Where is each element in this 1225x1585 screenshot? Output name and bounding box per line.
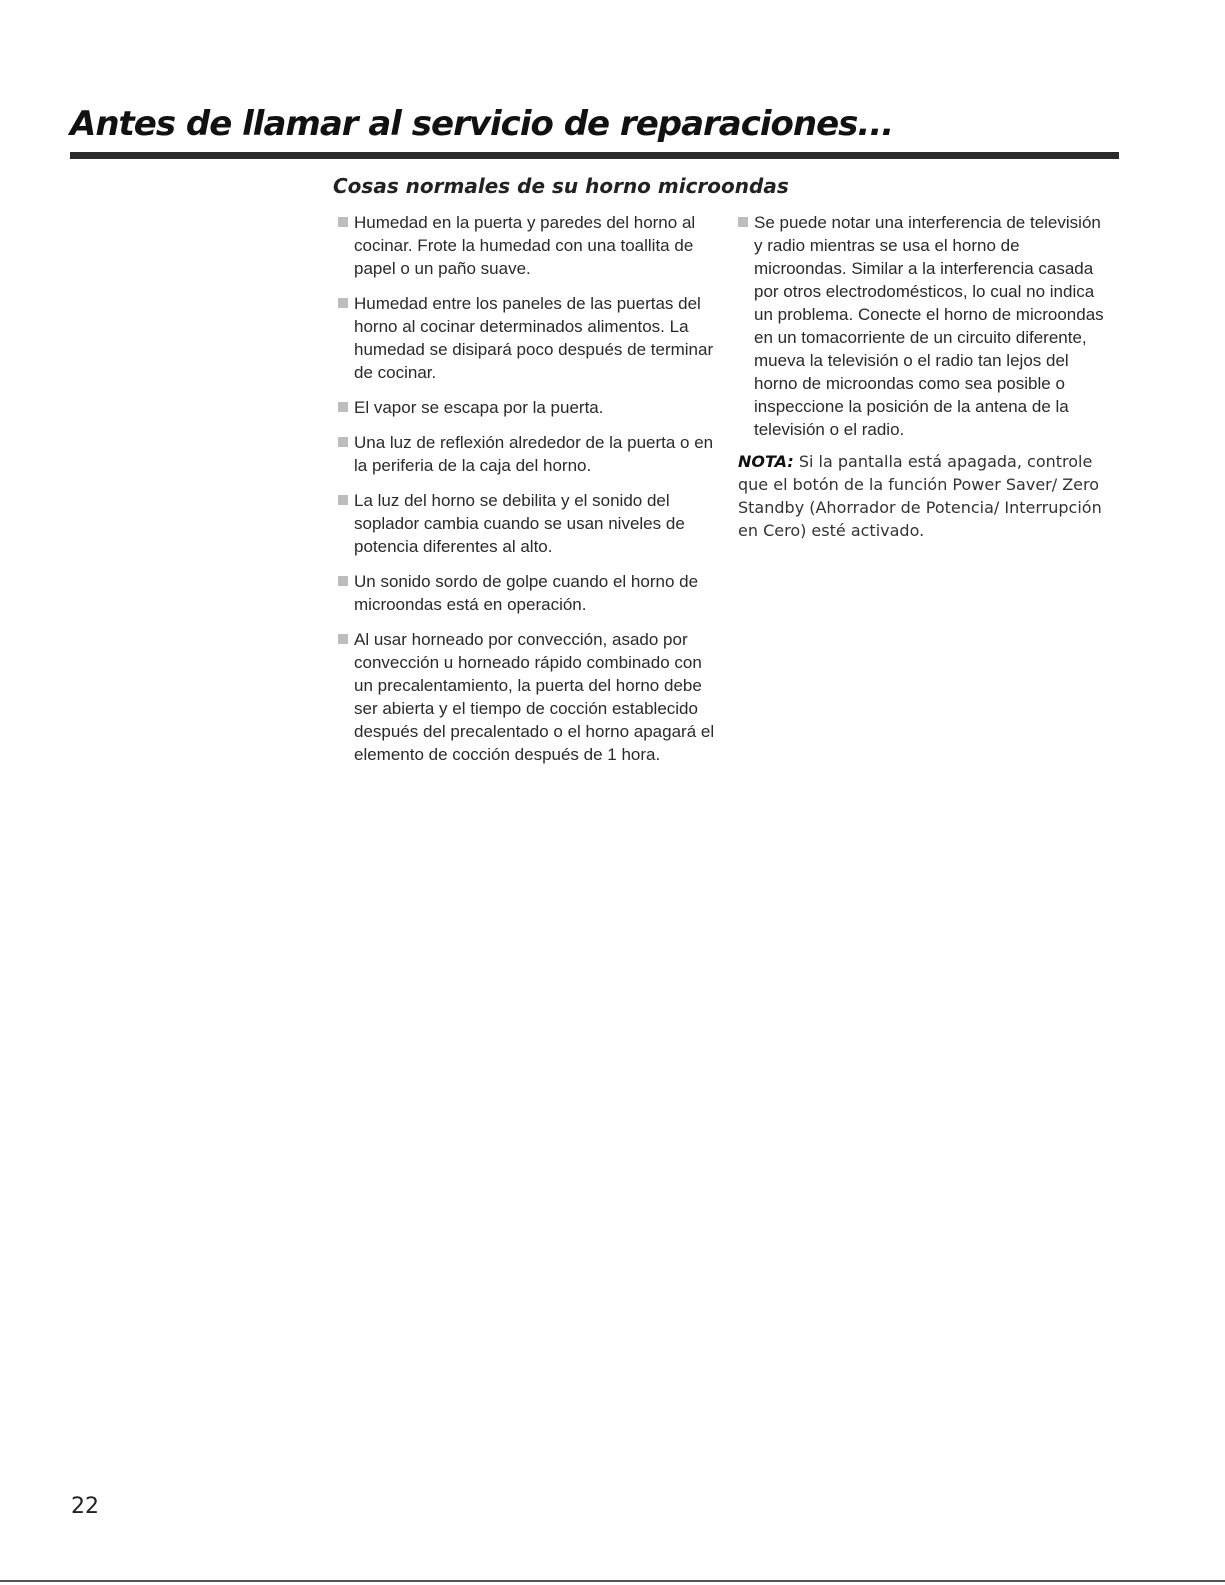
page-number: 22: [71, 1494, 99, 1519]
list-item-text: La luz del horno se debilita y el sonido del soplador cambia cuando se usan niveles de potencia diferentes al alto.: [354, 491, 685, 556]
section-heading: Cosas normales de su horno microondas: [333, 174, 789, 198]
page-title: Antes de llamar al servicio de reparaciones...: [70, 104, 894, 144]
list-item: [338, 431, 718, 477]
note-label: NOTA:: [738, 452, 794, 471]
list-item: [338, 628, 718, 766]
list-item-text: Humedad en la puerta y paredes del horno al cocinar. Frote la humedad con una toallita de papel o un paño suave.: [354, 213, 696, 278]
bullet-square-icon: [338, 437, 348, 447]
list-item-text: Al usar horneado por convección, asado por convección u horneado rápido combinado con un precalentamiento, la puerta del horno debe ser abierta y el tiempo de cocción establecido después del precalentado o el horno apagará el elemento de cocción después de 1 hora.: [354, 630, 715, 764]
list-item-text: Se puede notar una interferencia de televisión y radio mientras se usa el horno de microondas. Similar a la interferencia casada por otros electrodomésticos, lo cual no indica un problema. Conecte el horno de microondas en un tomacorriente de un circuito diferente, mueva la televisión o el radio tan lejos del horno de microondas como sea posible o inspeccione la posición de la antena de la televisión o el radio.: [754, 213, 1104, 439]
left-column-list: [338, 211, 718, 778]
list-item: [338, 570, 718, 616]
list-item-text: El vapor se escapa por la puerta.: [354, 398, 604, 417]
right-column-list: [738, 211, 1110, 453]
bottom-rule: [0, 1580, 1225, 1582]
list-item: [338, 489, 718, 558]
list-item-text: Una luz de reflexión alrededor de la puerta o en la periferia de la caja del horno.: [354, 433, 714, 475]
list-item-text: Humedad entre los paneles de las puertas del horno al cocinar determinados alimentos. La humedad se disipará poco después de terminar de cocinar.: [354, 294, 714, 382]
list-item: [738, 211, 1110, 441]
bullet-square-icon: [338, 298, 348, 308]
note-paragraph: [738, 450, 1113, 542]
bullet-square-icon: [738, 217, 748, 227]
note-text: Si la pantalla está apagada, controle que el botón de la función Power Saver/ Zero Standby (Ahorrador de Potencia/ Interrupción en Cero) esté activado.: [738, 452, 1102, 540]
bullet-square-icon: [338, 217, 348, 227]
bullet-square-icon: [338, 402, 348, 412]
list-item: [338, 292, 718, 384]
bullet-square-icon: [338, 634, 348, 644]
list-item-text: Un sonido sordo de golpe cuando el horno de microondas está en operación.: [354, 572, 699, 614]
title-rule: [70, 152, 1119, 159]
bullet-square-icon: [338, 576, 348, 586]
list-item: [338, 396, 718, 419]
list-item: [338, 211, 718, 280]
bullet-square-icon: [338, 495, 348, 505]
